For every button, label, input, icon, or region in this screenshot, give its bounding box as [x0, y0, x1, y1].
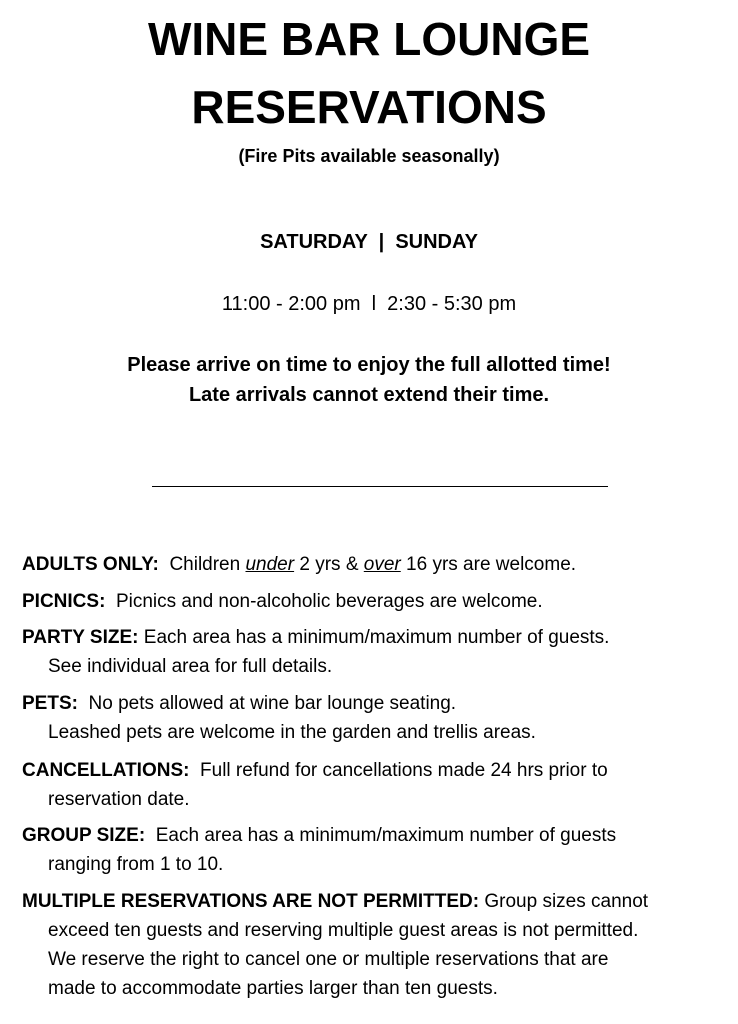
- policy-text-continued: Leashed pets are welcome in the garden and trellis areas.: [48, 722, 536, 743]
- page-title-line-1: WINE BAR LOUNGE: [147, 13, 591, 65]
- policy-label: GROUP SIZE:: [22, 825, 146, 846]
- reservation-days: SATURDAY | SUNDAY: [260, 231, 478, 253]
- policy-text: Group sizes cannot: [484, 891, 649, 912]
- policy-text: 2 yrs &: [294, 554, 364, 575]
- arrival-notice-line-2: Late arrivals cannot extend their time.: [188, 384, 550, 406]
- arrival-notice-line-1: Please arrive on time to enjoy the full allotted time!: [127, 354, 611, 376]
- policy-text: Picnics and non-alcoholic beverages are welcome.: [115, 591, 543, 612]
- policy-text: No pets allowed at wine bar lounge seating.: [88, 693, 457, 714]
- section-divider: [152, 486, 608, 487]
- policy-adults-only: [22, 550, 728, 579]
- reservation-times: 11:00 - 2:00 pm l 2:30 - 5:30 pm: [221, 293, 517, 315]
- policy-party-size: [22, 623, 728, 681]
- policy-text-continued: See individual area for full details.: [48, 656, 333, 677]
- policy-text-continued: We reserve the right to cancel one or multiple reservations that are: [48, 949, 609, 970]
- policy-group-size: [22, 821, 728, 879]
- policy-label: CANCELLATIONS:: [22, 760, 190, 781]
- policy-cancellations: [22, 756, 728, 814]
- page-subtitle: (Fire Pits available seasonally): [238, 146, 500, 166]
- policy-picnics: [22, 587, 728, 616]
- policy-text-continued: made to accommodate parties larger than ten guests.: [48, 978, 498, 999]
- policy-label: ADULTS ONLY:: [22, 554, 159, 575]
- policy-label: PARTY SIZE:: [22, 627, 139, 648]
- policy-label: MULTIPLE RESERVATIONS ARE NOT PERMITTED:: [22, 891, 480, 912]
- policy-label: PETS:: [22, 693, 78, 714]
- policy-text: 16 yrs are welcome.: [400, 554, 577, 575]
- policy-text: Each area has a minimum/maximum number of guests: [155, 825, 617, 846]
- policy-text-continued: reservation date.: [48, 789, 190, 810]
- policy-text: Full refund for cancellations made 24 hrs prior to: [200, 760, 608, 781]
- policy-text: Children: [169, 554, 246, 575]
- policy-pets: [22, 689, 728, 747]
- policy-label: PICNICS:: [22, 591, 106, 612]
- policy-text-continued: exceed ten guests and reserving multiple guest areas is not permitted.: [48, 920, 639, 941]
- policy-emphasis-under: under: [245, 554, 295, 575]
- policy-text-continued: ranging from 1 to 10.: [48, 854, 224, 875]
- policy-text: Each area has a minimum/maximum number of guests.: [143, 627, 610, 648]
- page-title-line-2: RESERVATIONS: [191, 81, 547, 133]
- policy-multiple-reservations: [22, 887, 728, 1003]
- policy-emphasis-over: over: [363, 554, 401, 575]
